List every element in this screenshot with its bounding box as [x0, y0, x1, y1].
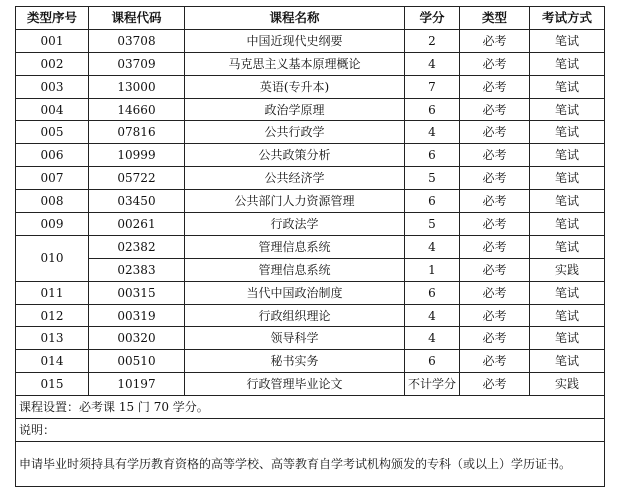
cell-credit: 6 — [405, 190, 460, 213]
table-row — [16, 304, 605, 327]
cell-type-no: 014 — [16, 350, 89, 373]
cell-credit: 1 — [405, 258, 460, 281]
cell-type: 必考 — [460, 98, 530, 121]
table-row — [16, 29, 605, 52]
cell-credit: 4 — [405, 235, 460, 258]
cell-type-no: 011 — [16, 281, 89, 304]
cell-code: 03709 — [89, 52, 185, 75]
cell-code: 05722 — [89, 167, 185, 190]
cell-credit: 7 — [405, 75, 460, 98]
cell-type-no: 008 — [16, 190, 89, 213]
cell-name: 管理信息系统 — [185, 235, 405, 258]
header-type-no: 类型序号 — [16, 7, 89, 30]
table-row — [16, 167, 605, 190]
cell-code: 00510 — [89, 350, 185, 373]
cell-code: 10999 — [89, 144, 185, 167]
header-exam: 考试方式 — [530, 7, 605, 30]
note-text: 申请毕业时须持具有学历教育资格的高等学校、高等教育自学考试机构颁发的专科（或以上）学历证书。 — [16, 441, 605, 486]
cell-credit: 4 — [405, 52, 460, 75]
cell-credit: 5 — [405, 213, 460, 236]
cell-exam: 笔试 — [530, 52, 605, 75]
cell-type-no: 004 — [16, 98, 89, 121]
cell-type: 必考 — [460, 121, 530, 144]
cell-type-no: 012 — [16, 304, 89, 327]
cell-exam: 笔试 — [530, 350, 605, 373]
course-settings-text: 课程设置：必考课 15 门 70 学分。 — [16, 396, 605, 419]
note-text-row — [16, 441, 605, 486]
cell-type: 必考 — [460, 144, 530, 167]
table-row — [16, 235, 605, 258]
cell-type: 必考 — [460, 29, 530, 52]
cell-type-no: 015 — [16, 373, 89, 396]
cell-exam: 笔试 — [530, 29, 605, 52]
header-code: 课程代码 — [89, 7, 185, 30]
cell-credit: 6 — [405, 144, 460, 167]
cell-code: 10197 — [89, 373, 185, 396]
cell-name: 行政组织理论 — [185, 304, 405, 327]
cell-credit: 4 — [405, 327, 460, 350]
cell-code: 00319 — [89, 304, 185, 327]
note-label-row — [16, 419, 605, 442]
cell-type: 必考 — [460, 304, 530, 327]
table-row — [16, 52, 605, 75]
cell-credit: 4 — [405, 304, 460, 327]
cell-type: 必考 — [460, 190, 530, 213]
note-label: 说明： — [16, 419, 605, 442]
cell-code: 07816 — [89, 121, 185, 144]
cell-code: 00261 — [89, 213, 185, 236]
cell-type-no: 003 — [16, 75, 89, 98]
cell-name: 公共政策分析 — [185, 144, 405, 167]
course-table — [15, 6, 605, 487]
cell-type: 必考 — [460, 167, 530, 190]
cell-exam: 笔试 — [530, 281, 605, 304]
cell-exam: 笔试 — [530, 167, 605, 190]
table-row — [16, 190, 605, 213]
table-row — [16, 213, 605, 236]
cell-name: 当代中国政治制度 — [185, 281, 405, 304]
cell-code: 00315 — [89, 281, 185, 304]
cell-exam: 笔试 — [530, 98, 605, 121]
summary-row — [16, 396, 605, 419]
cell-name: 中国近现代史纲要 — [185, 29, 405, 52]
cell-credit: 4 — [405, 121, 460, 144]
table-row — [16, 75, 605, 98]
cell-type-no: 009 — [16, 213, 89, 236]
table-row — [16, 327, 605, 350]
cell-name: 行政管理毕业论文 — [185, 373, 405, 396]
cell-name: 公共行政学 — [185, 121, 405, 144]
cell-code: 03450 — [89, 190, 185, 213]
table-row — [16, 144, 605, 167]
cell-type-no: 010 — [16, 235, 89, 281]
cell-type: 必考 — [460, 213, 530, 236]
cell-name: 政治学原理 — [185, 98, 405, 121]
cell-name: 马克思主义基本原理概论 — [185, 52, 405, 75]
header-type: 类型 — [460, 7, 530, 30]
cell-exam: 笔试 — [530, 327, 605, 350]
cell-credit: 2 — [405, 29, 460, 52]
cell-code: 14660 — [89, 98, 185, 121]
cell-exam: 笔试 — [530, 213, 605, 236]
cell-credit: 6 — [405, 350, 460, 373]
cell-type: 必考 — [460, 373, 530, 396]
cell-code: 02382 — [89, 235, 185, 258]
cell-name: 公共经济学 — [185, 167, 405, 190]
cell-exam: 实践 — [530, 373, 605, 396]
cell-name: 公共部门人力资源管理 — [185, 190, 405, 213]
table-row — [16, 281, 605, 304]
cell-type-no: 005 — [16, 121, 89, 144]
cell-credit: 6 — [405, 98, 460, 121]
table-row — [16, 258, 605, 281]
cell-credit: 5 — [405, 167, 460, 190]
cell-type: 必考 — [460, 327, 530, 350]
cell-type: 必考 — [460, 350, 530, 373]
cell-type: 必考 — [460, 281, 530, 304]
cell-type: 必考 — [460, 258, 530, 281]
cell-type-no: 007 — [16, 167, 89, 190]
cell-type: 必考 — [460, 75, 530, 98]
header-name: 课程名称 — [185, 7, 405, 30]
cell-exam: 实践 — [530, 258, 605, 281]
cell-name: 英语(专升本) — [185, 75, 405, 98]
cell-exam: 笔试 — [530, 144, 605, 167]
cell-type-no: 013 — [16, 327, 89, 350]
cell-code: 03708 — [89, 29, 185, 52]
cell-name: 行政法学 — [185, 213, 405, 236]
table-row — [16, 373, 605, 396]
cell-exam: 笔试 — [530, 235, 605, 258]
cell-type-no: 001 — [16, 29, 89, 52]
table-row — [16, 350, 605, 373]
cell-type-no: 002 — [16, 52, 89, 75]
cell-name: 领导科学 — [185, 327, 405, 350]
cell-type-no: 006 — [16, 144, 89, 167]
cell-exam: 笔试 — [530, 75, 605, 98]
cell-code: 02383 — [89, 258, 185, 281]
table-row — [16, 121, 605, 144]
cell-type: 必考 — [460, 52, 530, 75]
cell-exam: 笔试 — [530, 121, 605, 144]
cell-credit: 不计学分 — [405, 373, 460, 396]
cell-code: 13000 — [89, 75, 185, 98]
cell-exam: 笔试 — [530, 190, 605, 213]
cell-code: 00320 — [89, 327, 185, 350]
cell-credit: 6 — [405, 281, 460, 304]
table-header-row — [16, 7, 605, 30]
cell-name: 秘书实务 — [185, 350, 405, 373]
header-credit: 学分 — [405, 7, 460, 30]
table-row — [16, 98, 605, 121]
cell-type: 必考 — [460, 235, 530, 258]
cell-exam: 笔试 — [530, 304, 605, 327]
cell-name: 管理信息系统 — [185, 258, 405, 281]
